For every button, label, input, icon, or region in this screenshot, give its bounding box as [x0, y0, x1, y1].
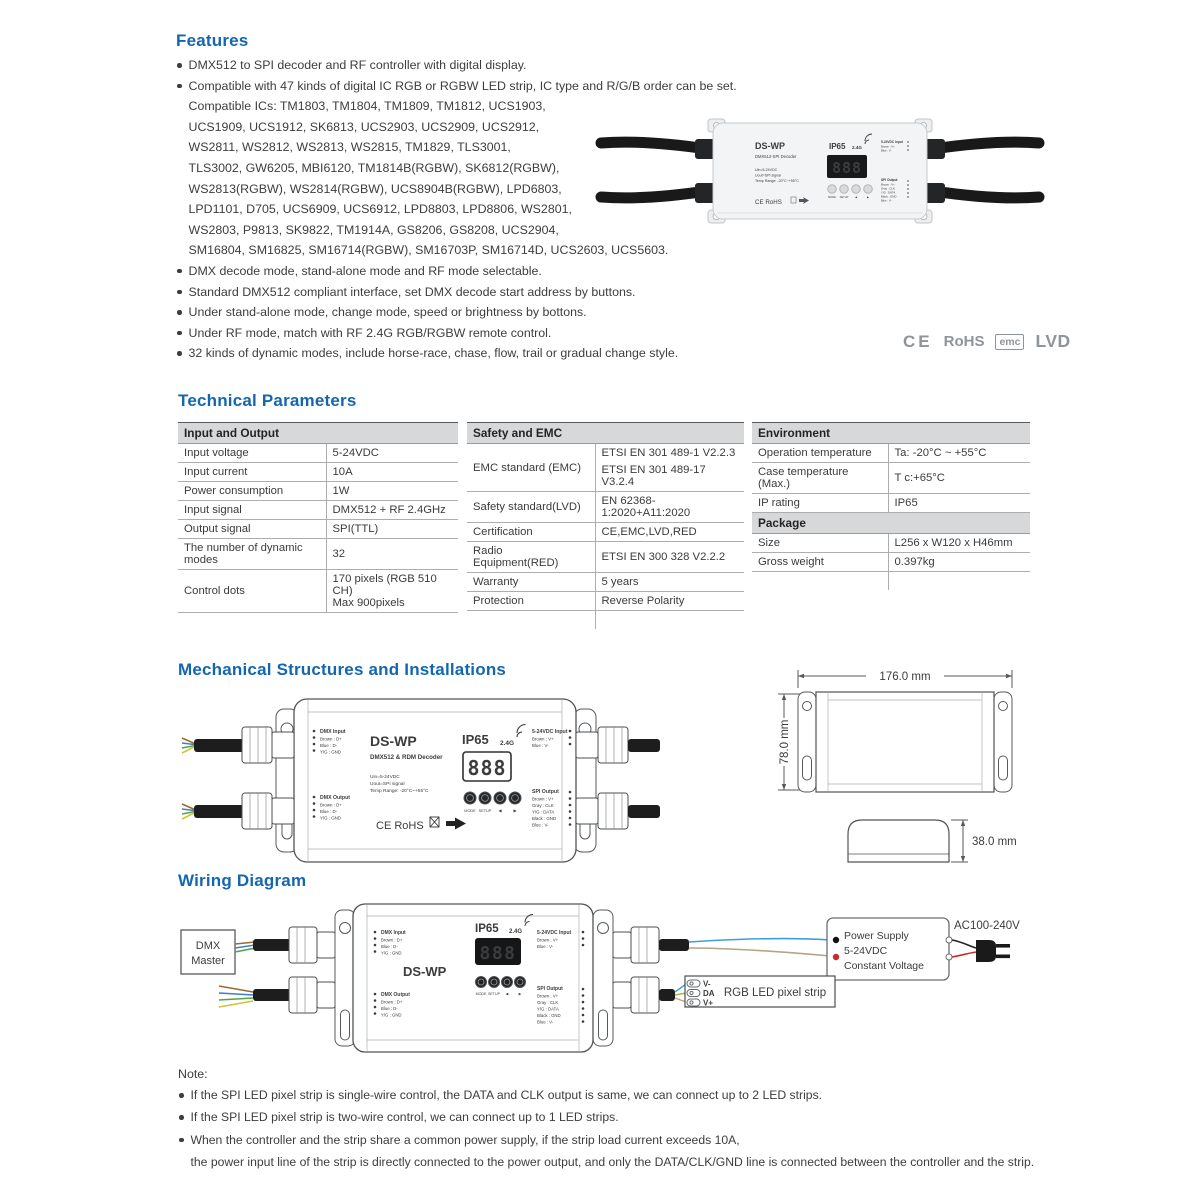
photo-ce-rohs-label: CE RoHS	[755, 199, 782, 206]
feature-item: SM16804, SM16825, SM16714(RGBW), SM16703P, SM16714D, UCS2603, UCS5603.	[188, 243, 669, 258]
safety-table-header: Safety and EMC	[467, 423, 744, 444]
bullet-icon	[177, 84, 182, 89]
table-row: EMC standard (EMC) ETSI EN 301 489-1 V2.2.3 ETSI EN 301 489-17 V3.2.4	[467, 444, 744, 492]
bullet-icon	[179, 1093, 184, 1098]
svg-text:Brown : V+: Brown : V+	[881, 182, 895, 187]
feature-item: Standard DMX512 compliant interface, set DMX decode start address by buttons.	[176, 282, 936, 303]
table-row: Gross weight 0.397kg	[752, 553, 1030, 572]
svg-text:DMX Output: DMX Output	[320, 795, 350, 801]
io-table-header: Input and Output	[178, 423, 458, 444]
svg-text:DMX Input: DMX Input	[320, 729, 346, 735]
table-row: Certification CE,EMC,LVD,RED	[467, 523, 744, 542]
package-table-header: Package	[752, 513, 1030, 534]
note-item: If the SPI LED pixel strip is two-wire control, we can connect up to 1 LED strips.	[178, 1106, 1058, 1128]
bullet-icon	[179, 1138, 184, 1143]
strip-terminals	[687, 980, 700, 1006]
svg-text:Y/G : DATA: Y/G : DATA	[532, 809, 555, 815]
bullet-icon	[177, 63, 182, 68]
svg-text:Y/G : GND: Y/G : GND	[381, 950, 402, 956]
table-row: Case temperature (Max.) T c:+65°C	[752, 463, 1030, 494]
table-row: Warranty 5 years	[467, 573, 744, 592]
rohs-mark: RoHS	[943, 333, 985, 350]
table-row: Radio Equipment(RED) ETSI EN 300 328 V2.2.2	[467, 542, 744, 573]
svg-text:Brown : D+: Brown : D+	[381, 999, 403, 1005]
photo-model-label: DS-WP	[755, 141, 785, 151]
svg-text:Blue : D-: Blue : D-	[381, 1006, 398, 1011]
ac-plug-icon	[976, 940, 1010, 962]
drawing-spec-line: Uin=5-24VDC	[370, 775, 400, 780]
ce-mark: CE	[903, 331, 933, 351]
display-digits: 888	[467, 756, 507, 780]
depth-dimension	[951, 820, 968, 862]
svg-text:Y/G : DATA: Y/G : DATA	[881, 190, 896, 195]
feature-item: TLS3002, GW6205, MBI6120, TM1814B(RGBW), SK6812(RGBW),	[188, 160, 560, 175]
table-row: IP rating IP65	[752, 494, 1030, 513]
note-section	[178, 1064, 1058, 1173]
button-label: ◀	[498, 809, 502, 813]
drawing-rf-label: 2.4G	[509, 929, 523, 935]
svg-text:Blue : V-: Blue : V-	[532, 743, 549, 748]
button-label: SETUP	[488, 992, 500, 996]
display-digits: 888	[479, 943, 517, 964]
drawing-ce-rohs-label: CE RoHS	[376, 820, 424, 832]
width-dimension-label: 176.0 mm	[879, 671, 931, 683]
svg-text:Y/G : DATA: Y/G : DATA	[537, 1006, 559, 1012]
lvd-mark: LVD	[1035, 331, 1071, 351]
svg-text:5-24VDC Input: 5-24VDC Input	[532, 729, 568, 735]
features-heading: Features	[176, 31, 249, 50]
feature-item: WS2803, P9813, SK9822, TM1914A, GS8206, GS8208, UCS2904,	[188, 222, 559, 237]
strip-terminal-label: DA	[703, 989, 715, 998]
table-row: Power consumption 1W	[178, 482, 458, 501]
ac-cords	[952, 940, 976, 957]
table-row: Protection Reverse Polarity	[467, 592, 744, 611]
dmx-master-label: Master	[191, 955, 225, 967]
button-label: SETUP	[839, 196, 849, 199]
svg-text:Y/G : GND: Y/G : GND	[320, 749, 341, 755]
button-label: ▶	[513, 809, 517, 813]
drawing-subtitle-label: DMX512 & RDM Decoder	[370, 754, 443, 761]
button-label: MODE	[475, 992, 487, 996]
photo-spec-line: Uin=5-24VDC	[755, 168, 778, 172]
dimension-drawing	[770, 658, 1040, 883]
bullet-icon	[177, 351, 182, 356]
svg-text:Brown : D+: Brown : D+	[381, 937, 403, 943]
button-label: MODE	[464, 809, 476, 813]
note-item: the power input line of the strip is directly connected to the power output, and only the DATA/CLK/GND line is connected between the controller and the strip.	[190, 1154, 1035, 1169]
table-row: Input current 10A	[178, 463, 458, 482]
drawing-model-label: DS-WP	[370, 733, 417, 749]
svg-text:DMX Output: DMX Output	[381, 992, 410, 998]
side-view	[848, 820, 949, 862]
feature-item: Compatible ICs: TM1803, TM1804, TM1809, TM1812, UCS1903,	[188, 99, 546, 114]
drawing-rf-label: 2.4G	[500, 740, 515, 747]
svg-text:SPI Output: SPI Output	[537, 986, 563, 992]
svg-text:Blue : V-: Blue : V-	[537, 944, 554, 949]
technical-parameters-heading: Technical Parameters	[178, 391, 357, 410]
note-item: When the controller and the strip share a common power supply, if the strip load current exceeds 10A,	[178, 1129, 1058, 1151]
svg-text:Blue : V-: Blue : V-	[881, 148, 892, 153]
button-label: MODE	[828, 196, 836, 199]
height-dimension-label: 78.0 mm	[779, 719, 791, 765]
top-view-body	[816, 692, 994, 792]
button-label: ◀	[855, 196, 857, 199]
right-cable-glands	[613, 927, 689, 1013]
feature-item: WS2813(RGBW), WS2814(RGBW), UCS8904B(RGBW), LPD6803,	[188, 181, 562, 196]
table-stub-row	[467, 611, 744, 629]
feature-item: DMX512 to SPI decoder and RF controller with digital display.	[176, 55, 936, 76]
svg-text:SPI Output: SPI Output	[881, 178, 898, 182]
photo-subtitle-label: DMX512-SPI Decoder	[755, 154, 797, 159]
drawing-spec-line: Uout=SPI signal	[370, 782, 405, 787]
left-cable-glands	[253, 927, 335, 1013]
io-table	[178, 422, 458, 613]
svg-text:5-24VDC Input: 5-24VDC Input	[537, 930, 572, 936]
drawing-ip-rating: IP65	[475, 923, 499, 935]
svg-text:Blue : V-: Blue : V-	[537, 1019, 554, 1025]
strip-terminal-label: V-	[703, 979, 711, 989]
environment-table-header: Environment	[752, 423, 1030, 444]
loose-output-wires	[219, 986, 253, 1007]
product-photo	[595, 103, 1045, 243]
table-row: Input voltage 5-24VDC	[178, 444, 458, 463]
mechanical-heading: Mechanical Structures and Installations	[178, 660, 507, 679]
table-row: Operation temperature Ta: -20°C ~ +55°C	[752, 444, 1030, 463]
device-body	[713, 123, 927, 219]
svg-text:Y/G : GND: Y/G : GND	[320, 815, 341, 821]
svg-text:Brown : V+: Brown : V+	[537, 937, 559, 943]
display-digits: 888	[831, 159, 863, 177]
ac-voltage-label: AC100-240V	[954, 920, 1020, 932]
svg-text:SPI Output: SPI Output	[532, 789, 559, 795]
svg-text:Brown : D+: Brown : D+	[320, 736, 342, 742]
depth-dimension-label: 38.0 mm	[972, 836, 1017, 848]
safety-emc-table	[467, 422, 744, 629]
mechanical-drawing	[180, 693, 660, 868]
svg-text:Gray : CLK: Gray : CLK	[532, 803, 554, 808]
photo-spec-line: Uout=SPI signal	[755, 173, 781, 178]
strip-terminal-label: V+	[703, 998, 714, 1008]
bullet-icon	[177, 290, 182, 295]
svg-text:Brown : D+: Brown : D+	[320, 802, 342, 808]
note-item: If the SPI LED pixel strip is single-wire control, the DATA and CLK output is same, we can connect up to 2 LED strips.	[178, 1084, 1058, 1106]
device-body-outline	[294, 699, 576, 862]
photo-rf-label: 2.4G	[852, 145, 862, 150]
svg-text:Y/G : GND: Y/G : GND	[381, 1012, 402, 1018]
svg-text:Gray : CLK: Gray : CLK	[537, 1000, 559, 1005]
certification-marks	[903, 331, 1071, 352]
svg-text:Blue : D-: Blue : D-	[320, 809, 338, 814]
button-label: SETUP	[478, 809, 492, 813]
power-supply-label: Power Supply	[844, 930, 909, 942]
emc-mark: emc	[995, 334, 1024, 350]
bullet-icon	[177, 269, 182, 274]
svg-text:Brown : V+: Brown : V+	[881, 144, 895, 149]
drawing-spec-line: Temp Range: -20°C~+55°C	[370, 789, 429, 794]
photo-ip-rating: IP65	[829, 142, 846, 151]
table-row: Input signal DMX512 + RF 2.4GHz	[178, 501, 458, 520]
svg-text:Brown : V+: Brown : V+	[532, 736, 554, 742]
svg-text:Black : GND: Black : GND	[537, 1013, 561, 1018]
svg-text:Gray : CLK: Gray : CLK	[881, 186, 895, 191]
table-stub-row	[752, 572, 1030, 590]
dmx-input-wires	[235, 942, 255, 952]
feature-item: Under RF mode, match with RF 2.4G RGB/RGBW remote control.	[176, 323, 936, 344]
feature-item: LPD1101, D705, UCS6909, UCS6912, LPD8803, LPD8806, WS2801,	[188, 202, 572, 217]
svg-text:DMX Input: DMX Input	[381, 930, 406, 936]
power-supply-label: Constant Voltage	[844, 960, 924, 972]
feature-item: 32 kinds of dynamic modes, include horse-race, chase, flow, trail or gradual change style.	[176, 343, 936, 364]
svg-text:Blue : V-: Blue : V-	[532, 822, 549, 828]
svg-text:5-24VDC Input: 5-24VDC Input	[881, 140, 903, 144]
photo-spec-line: Temp Range: -20°C~+55°C	[755, 179, 799, 183]
strip-wires	[675, 984, 686, 1002]
table-row: Size L256 x W120 x H46mm	[752, 534, 1030, 553]
power-terminal-negative	[833, 937, 839, 943]
button-label: ▶	[518, 992, 522, 996]
table-row: Output signal SPI(TTL)	[178, 520, 458, 539]
drawing-ip-rating: IP65	[462, 732, 489, 747]
table-row: Control dots 170 pixels (RGB 510 CH) Max 900pixels	[178, 570, 458, 613]
drawing-model-label: DS-WP	[403, 964, 447, 979]
feature-item: WS2811, WS2812, WS2813, WS2815, TM1829, TLS3001,	[188, 140, 511, 155]
note-heading: Note:	[178, 1067, 208, 1081]
wiring-diagram	[175, 896, 1040, 1066]
svg-text:Blue : D-: Blue : D-	[320, 743, 338, 748]
feature-item: Under stand-alone mode, change mode, speed or brightness by bottons.	[176, 302, 936, 323]
svg-text:Brown : V+: Brown : V+	[537, 993, 559, 999]
environment-package-table	[752, 422, 1030, 590]
led-strip-label: RGB LED pixel strip	[723, 987, 827, 999]
power-supply-wires	[689, 939, 830, 956]
dmx-master-label: DMX	[195, 940, 221, 952]
button-label: ◀	[505, 992, 509, 996]
bullet-icon	[177, 331, 182, 336]
power-supply-label: 5-24VDC	[844, 945, 888, 957]
power-terminal-positive	[833, 954, 839, 960]
svg-text:Brown : V+: Brown : V+	[532, 796, 554, 802]
wiring-diagram-heading: Wiring Diagram	[178, 871, 307, 890]
feature-item: Compatible with 47 kinds of digital IC RGB or RGBW LED strip, IC type and R/G/B order can be set.	[176, 76, 936, 97]
svg-text:Black : GND: Black : GND	[881, 194, 897, 199]
svg-text:Blue : V-: Blue : V-	[881, 198, 892, 203]
svg-text:Black : GND: Black : GND	[532, 816, 557, 821]
svg-text:Blue : D-: Blue : D-	[381, 944, 398, 949]
device-body-outline	[353, 904, 593, 1052]
feature-item: UCS1909, UCS1912, SK6813, UCS2903, UCS2909, UCS2912,	[188, 119, 540, 134]
bullet-icon	[179, 1115, 184, 1120]
table-row: The number of dynamic modes 32	[178, 539, 458, 570]
bullet-icon	[177, 310, 182, 315]
button-label: ▶	[867, 196, 869, 199]
table-row: Safety standard(LVD) EN 62368-1:2020+A11:2020	[467, 492, 744, 523]
dmx-master-box	[181, 930, 235, 974]
feature-item: DMX decode mode, stand-alone mode and RF mode selectable.	[176, 261, 936, 282]
